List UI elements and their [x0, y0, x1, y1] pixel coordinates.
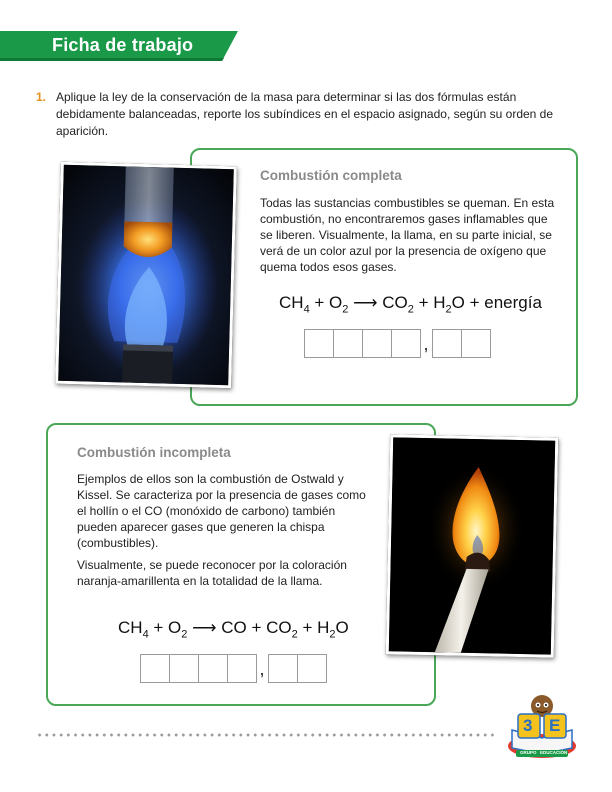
- complete-answer-boxes: [304, 329, 490, 358]
- complete-combustion-equation: $CH_4 + O_2$ ⟶ $CO_2 + H_2O$ + energía: [279, 293, 542, 316]
- answer-separator: ,: [259, 659, 265, 679]
- answer-box[interactable]: [140, 654, 170, 683]
- complete-combustion-text: Todas las sustancias combustibles se queman. En esta combustión, no encontraremos gases inflamables que se liberen. Visualmente, la llama, en su parte inicial, se verá de un color azul por la presencia de oxígeno que quema todos esos gases.: [260, 196, 555, 274]
- logo-caption-right: EDUCACIÓN: [540, 750, 568, 755]
- incomplete-combustion-title: Combustión incompleta: [77, 445, 231, 460]
- incomplete-combustion-panel: [46, 423, 436, 706]
- question-number: 1.: [36, 90, 47, 104]
- answer-box[interactable]: [227, 654, 257, 683]
- answer-box[interactable]: [297, 654, 327, 683]
- answer-box[interactable]: [268, 654, 298, 683]
- blue-flame-photo: [55, 162, 237, 389]
- question-text: Aplique la ley de la conservación de la masa para determinar si las dos fórmulas están debidamente balanceadas, reporte los subíndices en el espacio asignado, según su orden de aparición.: [56, 90, 554, 138]
- answer-box[interactable]: [461, 329, 491, 358]
- answer-box[interactable]: [432, 329, 462, 358]
- logo-caption-left: GRUPO: [520, 750, 537, 755]
- answer-box[interactable]: [198, 654, 228, 683]
- logo-letter-left: 3: [523, 716, 533, 735]
- section-banner: [0, 31, 238, 61]
- answer-box[interactable]: [362, 329, 392, 358]
- answer-box[interactable]: [333, 329, 363, 358]
- publisher-logo: [506, 690, 578, 762]
- incomplete-combustion-visual-text: Visualmente, se puede reconocer por la coloración naranja-amarillenta en la totalidad de la llama.: [77, 558, 347, 588]
- incomplete-combustion-text: Ejemplos de ellos son la combustión de Ostwald y Kissel. Se caracteriza por la presencia de gases como el hollín o el CO (monóxido de carbono) también pueden aparecer gases que generen la chispa (combustibles).: [77, 472, 366, 550]
- answer-box[interactable]: [304, 329, 334, 358]
- answer-separator: ,: [423, 334, 429, 354]
- answer-box[interactable]: [391, 329, 421, 358]
- answer-box[interactable]: [169, 654, 199, 683]
- incomplete-answer-boxes: [140, 654, 326, 683]
- logo-letter-right: E: [549, 716, 561, 735]
- complete-combustion-panel: [190, 148, 578, 406]
- match-flame-photo: [386, 434, 559, 657]
- incomplete-combustion-equation: $CH_4 + O_2$ ⟶ CO + $CO_2 + H_2O$: [118, 618, 349, 641]
- complete-combustion-title: Combustión completa: [260, 168, 402, 183]
- page-title: Ficha de trabajo: [52, 35, 194, 55]
- footer-divider: [36, 733, 498, 737]
